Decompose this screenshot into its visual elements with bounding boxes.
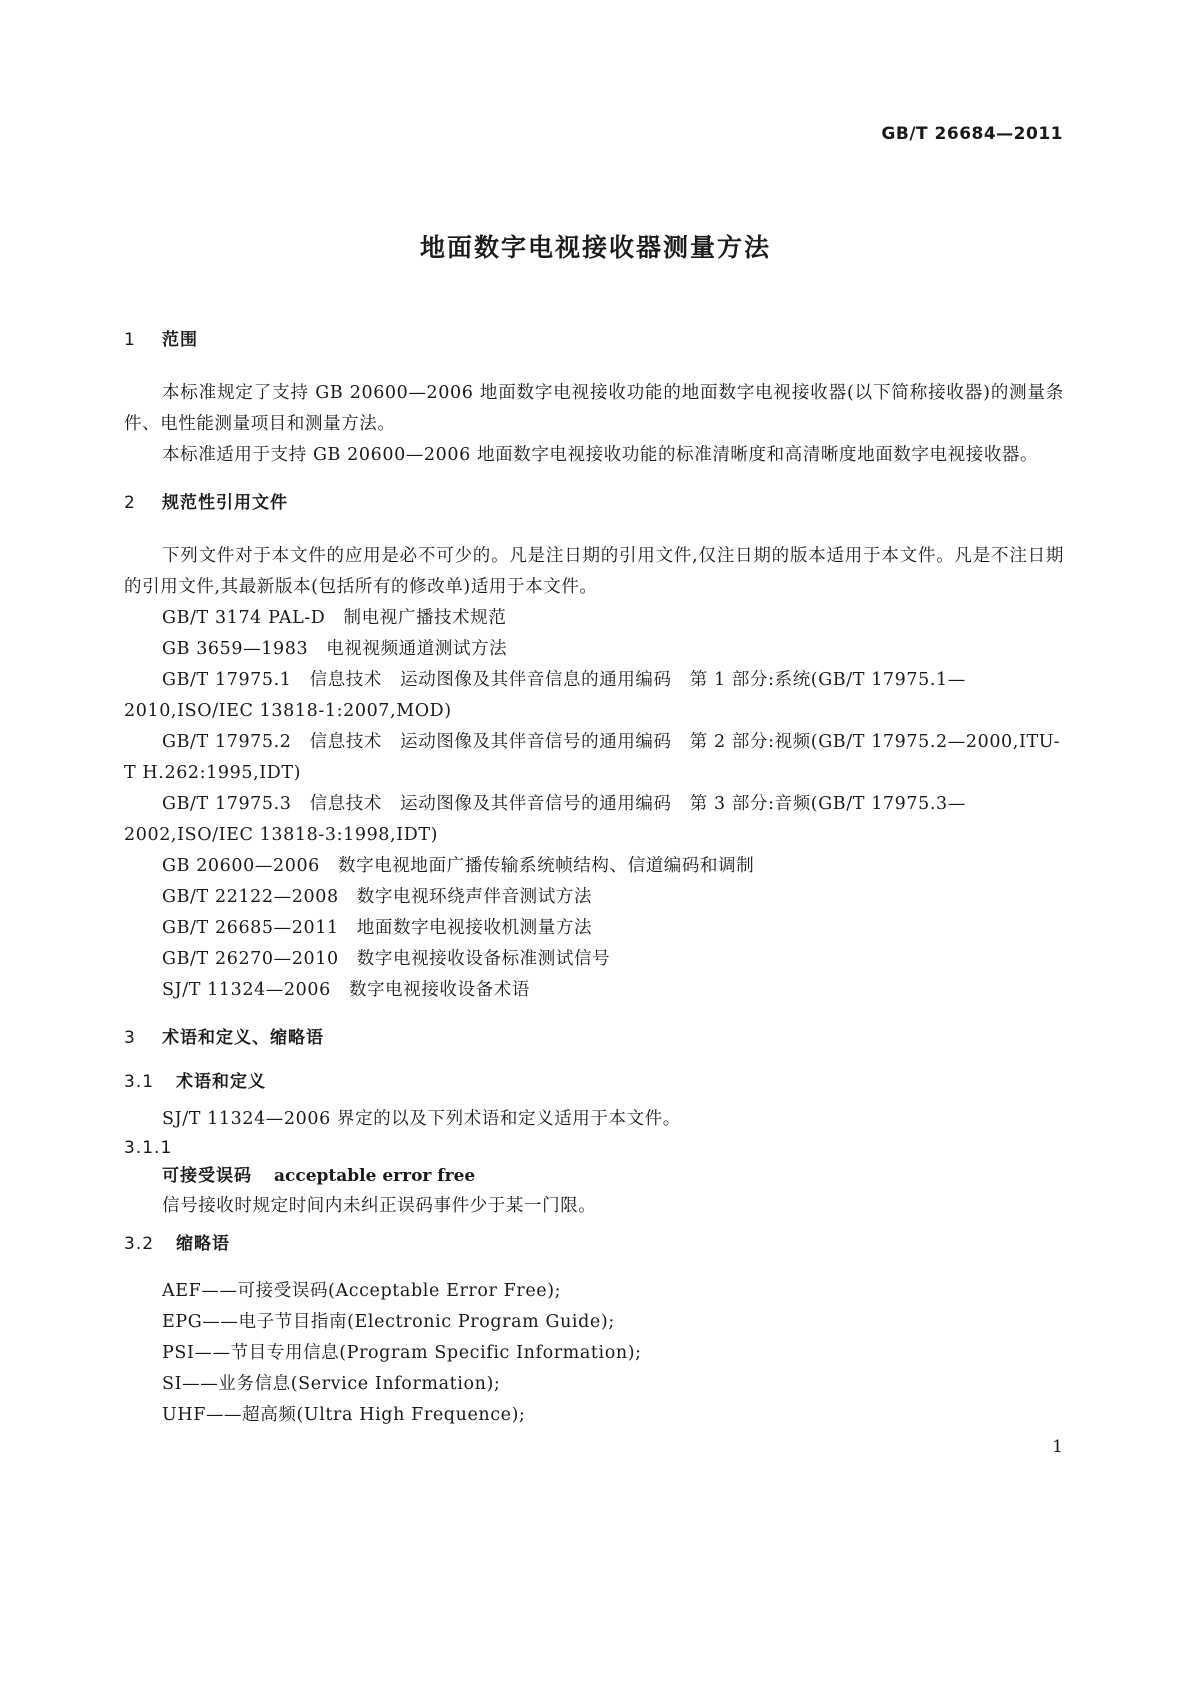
abbreviation-item: SI——业务信息(Service Information); <box>162 1374 501 1394</box>
section-3-1-heading <box>124 1070 1064 1094</box>
subsection-number: 3.2 <box>124 1234 155 1254</box>
reference-item: GB/T 17975.2 信息技术 运动图像及其伴音信号的通用编码 第 2 部分:视频(GB/T 17975.2—2000,ITU-T H.262:1995,IDT) <box>124 732 1061 783</box>
abbreviation-item: EPG——电子节目指南(Electronic Program Guide); <box>162 1312 615 1332</box>
subsection-number: 3.1 <box>124 1072 155 1092</box>
subsection-title: 术语和定义 <box>176 1072 266 1092</box>
term-chinese: 可接受误码 <box>162 1166 252 1186</box>
section-number: 3 <box>124 1028 136 1048</box>
section-1-paragraph: 本标准规定了支持 GB 20600—2006 地面数字电视接收功能的地面数字电视接收器(以下简称接收器)的测量条件、电性能测量项目和测量方法。 <box>124 383 1064 434</box>
section-title: 术语和定义、缩略语 <box>162 1028 324 1048</box>
standard-code: GB/T 26684—2011 <box>881 124 1063 144</box>
section-number: 2 <box>124 493 136 513</box>
section-2-heading <box>124 491 1064 515</box>
reference-item: GB 3659—1983 电视视频通道测试方法 <box>162 639 508 659</box>
abbreviation-item: AEF——可接受误码(Acceptable Error Free); <box>162 1281 562 1301</box>
reference-item: SJ/T 11324—2006 数字电视接收设备术语 <box>162 980 530 1000</box>
section-3-2-heading <box>124 1232 1064 1256</box>
section-3-heading <box>124 1026 1064 1050</box>
reference-item: GB/T 17975.1 信息技术 运动图像及其伴音信息的通用编码 第 1 部分:系统(GB/T 17975.1—2010,ISO/IEC 13818-1:2007,MOD) <box>124 670 966 721</box>
subsection-title: 缩略语 <box>176 1234 230 1254</box>
term-entry <box>124 1161 1064 1191</box>
term-number: 3.1.1 <box>124 1138 173 1158</box>
section-1-paragraph: 本标准适用于支持 GB 20600—2006 地面数字电视接收功能的标准清晰度和高清晰度地面数字电视接收器。 <box>162 445 1039 465</box>
reference-item: GB/T 3174 PAL-D 制电视广播技术规范 <box>162 608 507 628</box>
section-3-1-intro: SJ/T 11324—2006 界定的以及下列术语和定义适用于本文件。 <box>162 1109 681 1129</box>
document-body <box>124 328 1064 1431</box>
document-title: 地面数字电视接收器测量方法 <box>419 233 771 262</box>
reference-item: GB/T 22122—2008 数字电视环绕声伴音测试方法 <box>162 887 593 907</box>
section-title: 规范性引用文件 <box>162 493 288 513</box>
section-number: 1 <box>124 330 136 350</box>
term-definition: 信号接收时规定时间内未纠正误码事件少于某一门限。 <box>162 1196 597 1216</box>
page-number: 1 <box>1052 1437 1063 1457</box>
reference-item: GB/T 26685—2011 地面数字电视接收机测量方法 <box>162 918 593 938</box>
section-2-intro: 下列文件对于本文件的应用是必不可少的。凡是注日期的引用文件,仅注日期的版本适用于本文件。凡是不注日期的引用文件,其最新版本(包括所有的修改单)适用于本文件。 <box>124 546 1064 597</box>
reference-item: GB/T 17975.3 信息技术 运动图像及其伴音信号的通用编码 第 3 部分:音频(GB/T 17975.3—2002,ISO/IEC 13818-3:1998,IDT) <box>124 794 966 845</box>
abbreviation-item: UHF——超高频(Ultra High Frequence); <box>162 1405 526 1425</box>
reference-item: GB/T 26270—2010 数字电视接收设备标准测试信号 <box>162 949 611 969</box>
abbreviation-item: PSI——节目专用信息(Program Specific Information); <box>162 1343 642 1363</box>
term-english: acceptable error free <box>274 1166 476 1186</box>
reference-item: GB 20600—2006 数字电视地面广播传输系统帧结构、信道编码和调制 <box>162 856 755 876</box>
section-title: 范围 <box>162 330 198 350</box>
section-1-heading <box>124 328 1064 352</box>
